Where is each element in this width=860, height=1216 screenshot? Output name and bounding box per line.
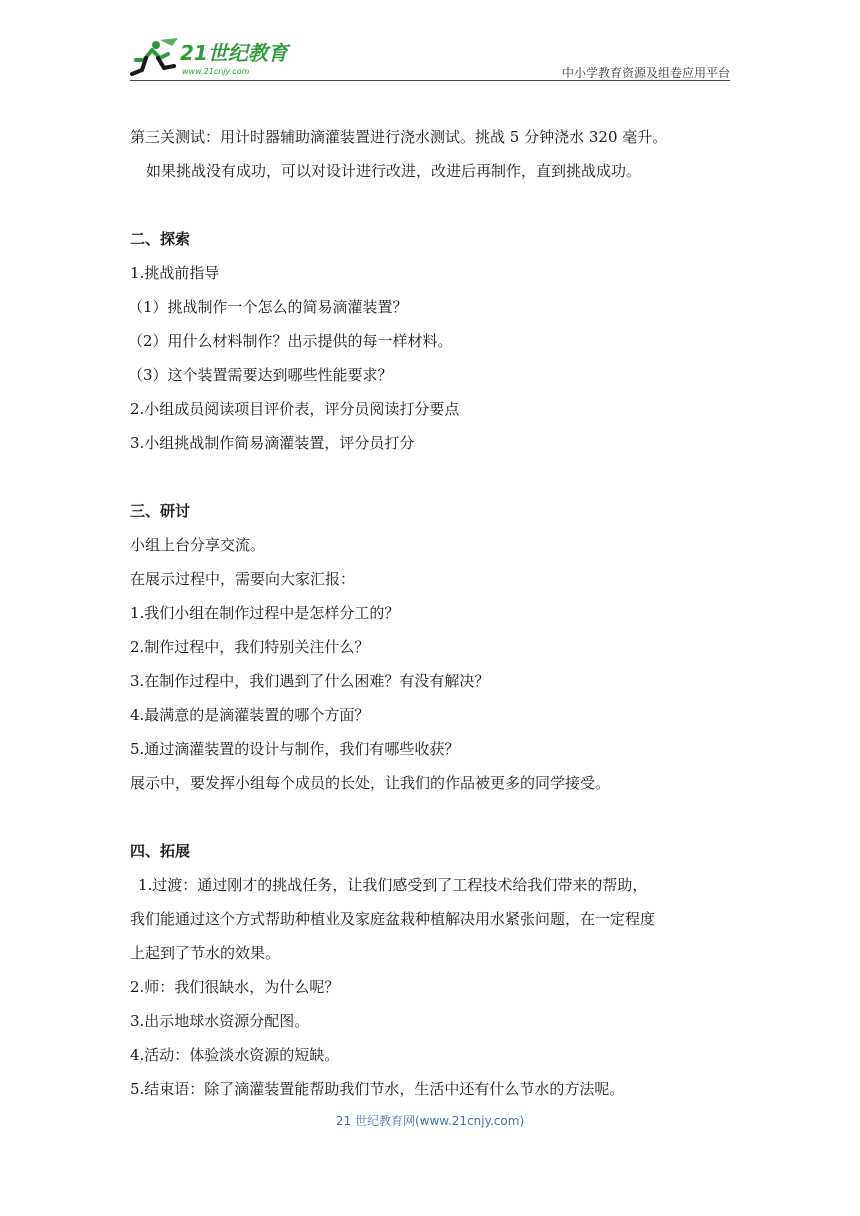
- list-item: 在展示过程中，需要向大家汇报：: [130, 570, 356, 588]
- list-item: 1.我们小组在制作过程中是怎样分工的？: [130, 604, 400, 622]
- header-divider: [130, 80, 730, 81]
- list-item: （1）挑战制作一个怎么的简易滴灌装置？: [128, 298, 408, 316]
- logo-text: 21世纪教育: [180, 41, 288, 65]
- paragraph-test3: 第三关测试：用计时器辅助滴灌装置进行浇水测试。挑战 5 分钟浇水 320 毫升。: [130, 128, 668, 146]
- paragraph-line: 上起到了节水的效果。: [130, 944, 281, 962]
- list-item: 4.最满意的是滴灌装置的哪个方面？: [130, 706, 370, 724]
- list-item: 1.挑战前指导: [130, 264, 220, 282]
- list-item: 4.活动：体验淡水资源的短缺。: [130, 1046, 340, 1064]
- list-item: 3.小组挑战制作简易滴灌装置，评分员打分: [130, 434, 415, 452]
- page-header: [130, 32, 730, 82]
- list-item: 小组上台分享交流。: [130, 536, 266, 554]
- list-item: 2.制作过程中，我们特别关注什么？: [130, 638, 370, 656]
- section-title-explore: 二、探索: [130, 230, 191, 248]
- list-item: 2.小组成员阅读项目评价表，评分员阅读打分要点: [130, 400, 460, 418]
- list-item: 2.师：我们很缺水，为什么呢？: [130, 978, 340, 996]
- paragraph-line: 我们能通过这个方式帮助种植业及家庭盆栽种植解决用水紧张问题，在一定程度: [130, 910, 656, 928]
- logo-21cnjy: [130, 36, 300, 80]
- footer-link[interactable]: 21 世纪教育网(www.21cnjy.com): [335, 1114, 525, 1128]
- list-item: 3.在制作过程中，我们遇到了什么困难？有没有解决？: [130, 672, 490, 690]
- runner-icon: [132, 38, 178, 74]
- list-item: （2）用什么材料制作？出示提供的每一样材料。: [128, 332, 453, 350]
- logo-url: www.21cnjy.com: [182, 67, 250, 76]
- list-item: 5.通过滴灌装置的设计与制作，我们有哪些收获？: [130, 740, 460, 758]
- list-item: （3）这个装置需要达到哪些性能要求？: [128, 366, 393, 384]
- platform-tagline: 中小学教育资源及组卷应用平台: [561, 66, 730, 80]
- paragraph-line: 1.过渡：通过刚才的挑战任务，让我们感受到了工程技术给我们带来的帮助，: [138, 876, 648, 894]
- paragraph-retry: 如果挑战没有成功，可以对设计进行改进，改进后再制作，直到挑战成功。: [146, 162, 642, 180]
- list-item: 5.结束语：除了滴灌装置能帮助我们节水，生活中还有什么节水的方法呢。: [130, 1080, 625, 1098]
- list-item: 展示中，要发挥小组每个成员的长处，让我们的作品被更多的同学接受。: [130, 774, 611, 792]
- section-title-discuss: 三、研讨: [130, 502, 191, 520]
- document-body: [130, 120, 730, 1106]
- list-item: 3.出示地球水资源分配图。: [130, 1012, 310, 1030]
- section-title-extend: 四、拓展: [130, 842, 191, 860]
